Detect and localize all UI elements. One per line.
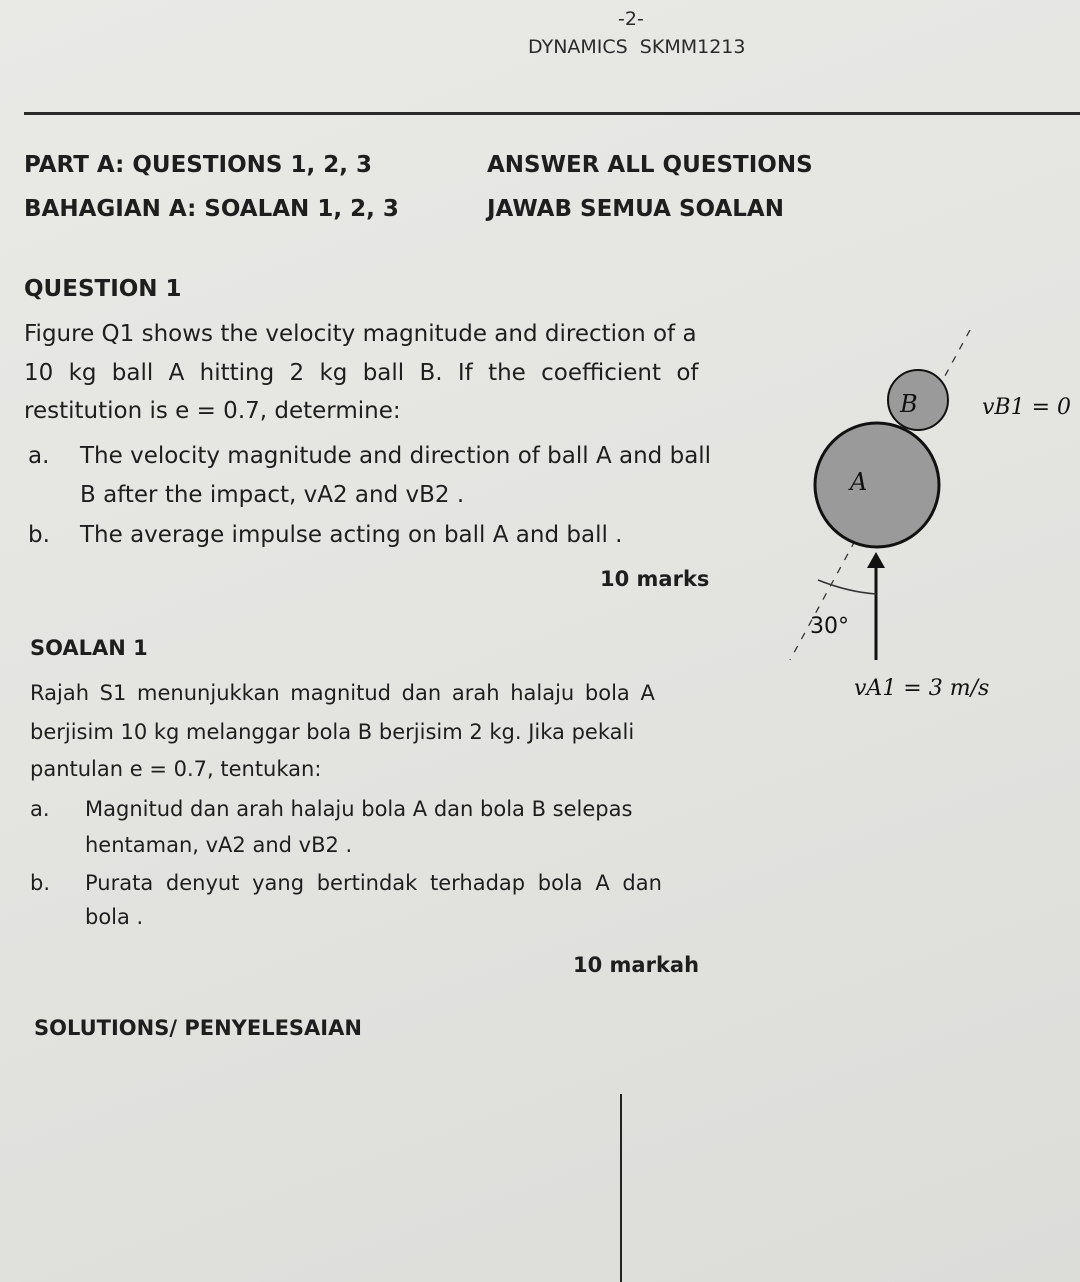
soalan-line-1: Rajah S1 menunjukkan magnitud dan arah halaju bola A <box>30 681 655 705</box>
ball-b <box>888 370 948 430</box>
item-a-line-2: B after the impact, vA2 and vB2 . <box>80 482 465 508</box>
soalan-item-b-line-1: Purata denyut yang bertindak terhadap bola A dan <box>85 871 662 895</box>
question-line-2: 10 kg ball A hitting 2 kg ball B. If the coefficient of <box>24 360 699 386</box>
marks-en: 10 marks <box>600 567 710 591</box>
question-heading: QUESTION 1 <box>24 276 182 302</box>
soalan-item-a-line-1: Magnitud dan arah halaju bola A dan bola B selepas <box>85 797 633 821</box>
question-line-1: Figure Q1 shows the velocity magnitude and direction of a <box>24 321 697 347</box>
va1-arrowhead <box>867 552 885 568</box>
part-a-instruction: ANSWER ALL QUESTIONS <box>487 152 813 178</box>
ball-a <box>815 423 939 547</box>
answer-divider-line <box>620 1094 622 1282</box>
soalan-item-a-label: a. <box>30 797 50 821</box>
part-a-title: PART A: QUESTIONS 1, 2, 3 <box>24 152 372 178</box>
item-b-line-1: The average impulse acting on ball A and ball . <box>80 522 623 548</box>
item-a-line-1: The velocity magnitude and direction of ball A and ball <box>80 443 712 469</box>
marks-ms: 10 markah <box>573 953 700 977</box>
bahagian-a-title: BAHAGIAN A: SOALAN 1, 2, 3 <box>24 196 399 222</box>
va1-label: vA1 = 3 m/s <box>854 676 990 701</box>
header-divider <box>24 112 1080 115</box>
bahagian-a-instruction: JAWAB SEMUA SOALAN <box>487 196 784 222</box>
question-line-3: restitution is e = 0.7, determine: <box>24 398 401 424</box>
angle-label: 30° <box>810 614 849 639</box>
ball-b-label: B <box>900 390 918 418</box>
soalan-item-b-line-2: bola . <box>85 905 144 929</box>
vb1-label: vB1 = 0 <box>982 395 1072 420</box>
ball-a-label: A <box>850 468 868 496</box>
soalan-item-a-line-2: hentaman, vA2 and vB2 . <box>85 833 353 857</box>
angle-arc <box>818 580 876 594</box>
soalan-line-3: pantulan e = 0.7, tentukan: <box>30 757 322 781</box>
page-number: -2- <box>618 8 644 30</box>
item-a-label: a. <box>28 443 50 469</box>
item-b-label: b. <box>28 522 50 548</box>
soalan-item-b-label: b. <box>30 871 51 895</box>
solutions-heading: SOLUTIONS/ PENYELESAIAN <box>34 1016 362 1040</box>
soalan-heading: SOALAN 1 <box>30 636 148 660</box>
figure-q1 <box>770 330 1080 720</box>
course-title: DYNAMICS SKMM1213 <box>528 36 746 58</box>
soalan-line-2: berjisim 10 kg melanggar bola B berjisim 2 kg. Jika pekali <box>30 720 635 744</box>
